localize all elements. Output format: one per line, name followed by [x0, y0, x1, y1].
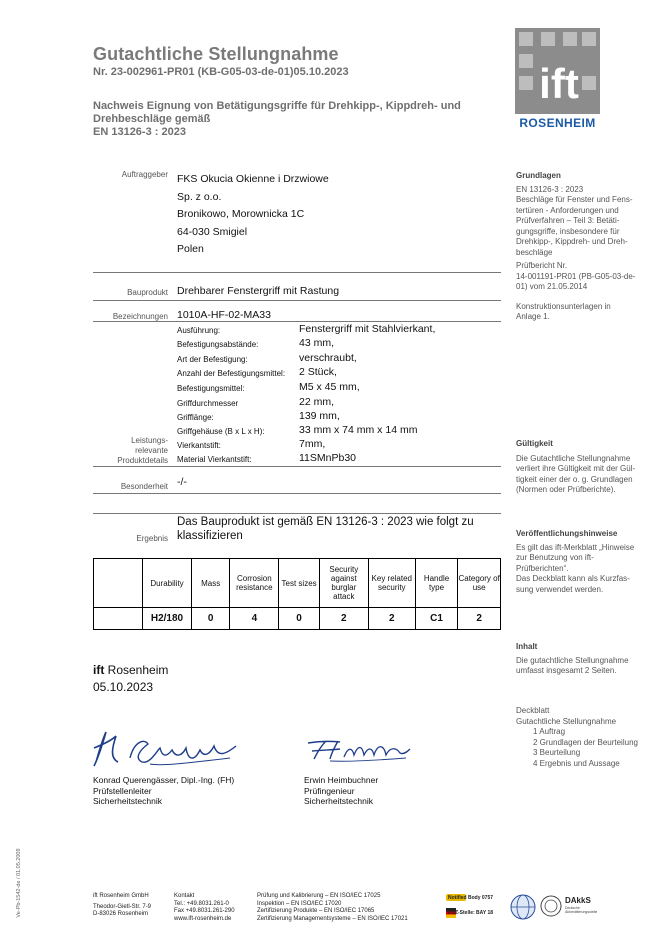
signature-querengaesser — [90, 728, 240, 772]
svg-text:ift: ift — [539, 60, 579, 107]
detail-key: Anzahl der Befestigungsmittel: — [177, 369, 286, 378]
footer-line: Prüfung und Kalibrierung – EN ISO/IEC 17025 — [257, 893, 381, 899]
sidebar-line: 3 Beurteilung — [533, 748, 581, 757]
sidebar-inhalt — [516, 642, 656, 677]
detail-key: Griffdurchmesser — [177, 399, 239, 408]
signer-name: Erwin Heimbuchner — [304, 775, 379, 785]
detail-value: 139 mm, — [299, 410, 340, 422]
table-value-row — [94, 608, 501, 630]
table-value-cell: H2/180 — [143, 608, 192, 630]
table-value-cell: 4 — [230, 608, 279, 630]
dakks-badge — [540, 893, 610, 921]
footer-line: Zertifizierung Produkte – EN ISO/IEC 17065 — [257, 908, 375, 914]
sidebar-line: Prüfbericht Nr. — [516, 261, 568, 270]
sidebar-line: tertüren - Anforderungen und — [516, 205, 619, 215]
sidebar-heading: Gültigkeit — [516, 439, 553, 448]
detail-value: 43 mm, — [299, 337, 335, 349]
sidebar-line: verliert ihre Gültigkeit mit der Gül- — [516, 464, 636, 473]
divider — [93, 513, 501, 514]
sidebar-heading: Inhalt — [516, 642, 538, 651]
issuer-date: 05.10.2023 — [93, 680, 154, 694]
details-label-line: Produktdetails — [117, 456, 168, 465]
sidebar-line: Es gilt das ift-Merkblatt „Hinweise — [516, 542, 635, 552]
divider — [93, 321, 501, 322]
sidebar-line: Gutachtliche Stellungnahme — [516, 716, 617, 726]
detail-value: M5 x 45 mm, — [299, 381, 360, 393]
global-icon — [509, 894, 537, 920]
sidebar-gueltigkeit — [516, 439, 656, 496]
client-label: Auftraggeber — [121, 170, 168, 179]
footer-line: www.ift-rosenheim.de — [174, 915, 232, 922]
table-value-cell: 2 — [458, 608, 501, 630]
sidebar-line: Drehkipp-, Kippdreh- und Dreh- — [516, 237, 628, 246]
detail-key: Art der Befestigung: — [177, 355, 248, 364]
client-line: Bronikowo, Morownicka 1C — [177, 208, 305, 220]
signer-dept: Sicherheitstechnik — [93, 796, 162, 806]
footer-line: D-83026 Rosenheim — [93, 911, 149, 917]
puez-text: PÜZ-Stelle: BAY 18 — [448, 910, 494, 916]
detail-value: 22 mm, — [299, 396, 335, 408]
signer-1 — [93, 775, 234, 807]
sidebar-line: gungsgriffe, insbesondere für — [516, 226, 620, 236]
form-code: Ve-Pb-1542-de / 01.05.2009 — [16, 848, 22, 918]
sidebar-line: Anlage 1. — [516, 312, 550, 321]
notified-body-badge — [446, 894, 500, 920]
issuer-name — [93, 662, 168, 679]
table-header-cell: Corrosion resistance — [230, 559, 279, 608]
dakks-seal-icon — [540, 895, 562, 917]
issuer-name-rest: Rosenheim — [104, 663, 169, 677]
signer-name: Konrad Querengässer, Dipl.-Ing. (FH) — [93, 775, 235, 785]
sidebar-line: tigkeit einer der o. g. Grundlagen — [516, 474, 633, 484]
detail-key: Griffgehäuse (B x L x H): — [177, 427, 265, 436]
notified-body-text: Notified Body 0757 — [448, 895, 494, 901]
sidebar-line: Prüfverfahren – Teil 3: Betäti- — [516, 216, 620, 225]
table-value-cell: C1 — [415, 608, 458, 630]
sidebar-veroeffentlichung — [516, 529, 656, 595]
table-header-row — [94, 559, 501, 608]
divider — [93, 272, 501, 273]
client-line: 64-030 Smigiel — [177, 225, 248, 238]
detail-value: 2 Stück, — [299, 366, 337, 378]
document-subject — [93, 100, 523, 139]
issuer-block — [93, 662, 168, 696]
footer-line: Kontakt — [174, 893, 195, 899]
sidebar-line: umfasst insgesamt 2 Seiten. — [516, 666, 617, 675]
result-text-line: klassifizieren — [177, 530, 243, 542]
footer-line: Inspektion – EN ISO/IEC 17020 — [257, 900, 342, 907]
sidebar-line: Das Deckblatt kann als Kurzfas- — [516, 574, 630, 583]
signer-2 — [304, 775, 378, 807]
sidebar-line: Die gutachtliche Stellungnahme — [516, 655, 629, 665]
result-text — [177, 515, 507, 543]
special-value: -/- — [177, 476, 187, 488]
signer-role: Prüfstellenleiter — [93, 785, 152, 796]
sidebar-line: sung verwendet werden. — [516, 584, 604, 594]
sidebar-line: beschläge — [516, 247, 553, 257]
detail-value: Fenstergriff mit Stahlvierkant, — [299, 323, 436, 335]
detail-key: Material Vierkantstift: — [177, 455, 252, 464]
detail-key: Grifflänge: — [177, 413, 214, 422]
signer-dept: Sicherheitstechnik — [304, 796, 373, 806]
sidebar-line: 4 Ergebnis und Aussage — [533, 758, 620, 768]
sidebar-line: 14-001191-PR01 (PB-G05-03-de- — [516, 271, 636, 281]
sidebar-line: Beschläge für Fenster und Fens- — [516, 195, 633, 204]
table-header-cell: Security against burglar attack — [319, 559, 368, 608]
footer-line: Theodor-Gietl-Str. 7-9 — [93, 903, 152, 910]
detail-key: Befestigungsabstände: — [177, 340, 259, 349]
divider — [93, 300, 501, 301]
footer-line: Tel.: +49.8031.261-0 — [174, 900, 229, 907]
sidebar-line: Deckblatt — [516, 706, 550, 715]
footer-line: Zertifizierung Managementsysteme – EN ISO/IEC 17021 — [257, 915, 408, 922]
sidebar-grundlagen — [516, 171, 656, 323]
classification-table — [93, 558, 501, 630]
sidebar-line: 1 Auftrag — [533, 727, 566, 736]
details-label-line: Leistungs- — [131, 436, 168, 445]
special-label: Besonderheit — [120, 482, 168, 491]
table-header-cell: Category of use — [458, 559, 501, 608]
subject-line: EN 13126-3 : 2023 — [93, 126, 186, 138]
details-label-line: relevante — [135, 446, 168, 455]
divider — [93, 493, 501, 494]
detail-value: 33 mm x 74 mm x 14 mm — [299, 424, 418, 436]
sidebar-line: 2 Grundlagen der Beurteilung — [533, 737, 638, 747]
detail-key: Ausführung: — [177, 326, 221, 335]
details-label — [93, 436, 168, 466]
sidebar-line: Prüfberichten“. — [516, 563, 569, 573]
product-value: Drehbarer Fenstergriff mit Rastung — [177, 285, 340, 297]
sidebar-line: Konstruktionsunterlagen in — [516, 301, 611, 311]
footer-contact — [174, 893, 235, 923]
footer-line: Fax +49.8031.261-290 — [174, 908, 235, 914]
subject-line: Drehbeschläge gemäß — [93, 113, 211, 125]
sidebar-line: zur Benutzung von ift- — [516, 553, 594, 562]
sidebar-deckblatt — [516, 706, 656, 769]
client-line: FKS Okucia Okienne i Drzwiowe — [177, 173, 329, 185]
detail-value: verschraubt, — [299, 352, 357, 364]
product-label: Bauprodukt — [127, 288, 168, 297]
table-cell — [94, 608, 143, 630]
client-address — [177, 171, 329, 259]
table-value-cell: 2 — [368, 608, 415, 630]
signature-heimbuchner — [300, 733, 412, 767]
table-header-cell: Durability — [143, 559, 192, 608]
issuer-name-bold: ift — [93, 663, 105, 677]
sidebar-line: EN 13126-3 : 2023 — [516, 184, 584, 194]
table-value-cell: 0 — [279, 608, 319, 630]
detail-key: Vierkantstift: — [177, 441, 221, 450]
result-label: Ergebnis — [136, 534, 168, 543]
divider — [93, 466, 501, 467]
sidebar-line: Die Gutachtliche Stellungnahme — [516, 453, 631, 463]
designation-value: 1010A-HF-02-MA33 — [177, 309, 271, 321]
sidebar-line: 01) vom 21.05.2014 — [516, 282, 588, 291]
footer-address — [93, 893, 151, 919]
detail-value: 11SMnPb30 — [299, 452, 357, 464]
ift-logo — [515, 28, 600, 130]
subject-line: Nachweis Eignung von Betätigungsgriffe für Drehkipp-, Kippdreh- und — [93, 100, 461, 112]
sidebar-line: (Normen oder Prüfberichte). — [516, 485, 616, 494]
logo-city: ROSENHEIM — [519, 116, 596, 130]
ift-logo-mark — [515, 28, 600, 114]
client-line: Sp. z o.o. — [177, 190, 222, 203]
document-title: Gutachtliche Stellungnahme — [93, 44, 339, 64]
document-number: Nr. 23-002961-PR01 (KB-G05-03-de-01)05.10.2023 — [93, 66, 349, 78]
sidebar-heading: Grundlagen — [516, 171, 561, 180]
detail-key: Befestigungsmittel: — [177, 384, 245, 393]
footer-line: ift Rosenheim GmbH — [93, 893, 149, 899]
signer-role: Prüfingenieur — [304, 785, 355, 796]
table-value-cell: 0 — [192, 608, 230, 630]
detail-value: 7mm, — [299, 438, 326, 450]
designation-label: Bezeichnungen — [112, 312, 168, 321]
table-header-cell: Test sizes — [279, 559, 319, 608]
sidebar-heading: Veröffentlichungshinweise — [516, 529, 618, 538]
table-header-cell: Handle type — [415, 559, 458, 608]
table-cell — [94, 559, 143, 608]
dakks-text: DAkkS — [565, 896, 591, 905]
table-header-cell: Mass — [192, 559, 230, 608]
footer-accreditation — [257, 893, 408, 923]
result-text-line: Das Bauprodukt ist gemäß EN 13126-3 : 2023 wie folgt zu — [177, 516, 474, 528]
table-header-cell: Key related security — [368, 559, 415, 608]
client-line: Polen — [177, 243, 204, 255]
dakks-subtext: Deutsche Akkreditierungsstelle — [565, 906, 598, 914]
table-value-cell: 2 — [319, 608, 368, 630]
